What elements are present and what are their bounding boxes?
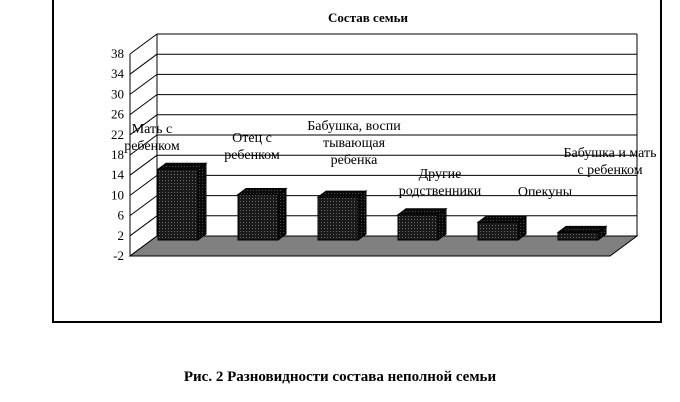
y-tick-label: -2 — [113, 248, 124, 263]
side-wall-line — [130, 34, 157, 54]
side-wall-line — [130, 155, 157, 175]
bar-group — [318, 191, 366, 240]
category-label: Мать с ребенком — [124, 122, 180, 154]
bar — [158, 169, 198, 240]
y-tick-label: 22 — [111, 126, 124, 142]
bar-side — [358, 191, 366, 240]
y-tick-label: 6 — [117, 207, 124, 223]
bar-group — [238, 189, 286, 240]
y-tick-label: 38 — [111, 46, 124, 61]
category-label: Бабушка и мать с ребенком — [563, 146, 657, 178]
side-wall-line — [130, 175, 157, 195]
y-tick-label: 30 — [111, 86, 124, 102]
bar-side — [438, 209, 446, 240]
bar-side — [278, 189, 286, 240]
category-label: Другие родственники — [398, 167, 482, 199]
y-tick-label: 10 — [111, 187, 124, 203]
y-tick-label: 26 — [111, 106, 124, 122]
bar — [398, 215, 438, 240]
bar — [238, 195, 278, 240]
bar-group — [558, 226, 606, 240]
y-tick-label: 14 — [111, 167, 124, 183]
category-label: Опекуны — [517, 185, 573, 200]
side-wall-line — [130, 54, 157, 74]
side-wall-line — [130, 95, 157, 115]
bar-side — [198, 163, 206, 240]
bar-group — [158, 163, 206, 240]
y-tick-label: 2 — [117, 227, 124, 243]
chart-title: Состав семьи — [328, 10, 408, 25]
bars — [158, 163, 606, 240]
side-wall-line — [130, 196, 157, 216]
y-tick-label: 34 — [111, 66, 124, 82]
side-wall-line — [130, 216, 157, 236]
category-label: Бабушка, воспи тывающая ребенка — [307, 119, 401, 168]
side-wall-line — [130, 74, 157, 94]
bar — [558, 232, 598, 240]
y-tick-label: 18 — [111, 147, 124, 162]
bar — [478, 222, 518, 240]
category-label: Отец с ребенком — [224, 131, 280, 163]
figure-caption: Рис. 2 Разновидности состава неполной семьи — [183, 369, 497, 385]
bar — [318, 197, 358, 240]
bar-group — [398, 209, 446, 240]
bar-group — [478, 216, 526, 240]
